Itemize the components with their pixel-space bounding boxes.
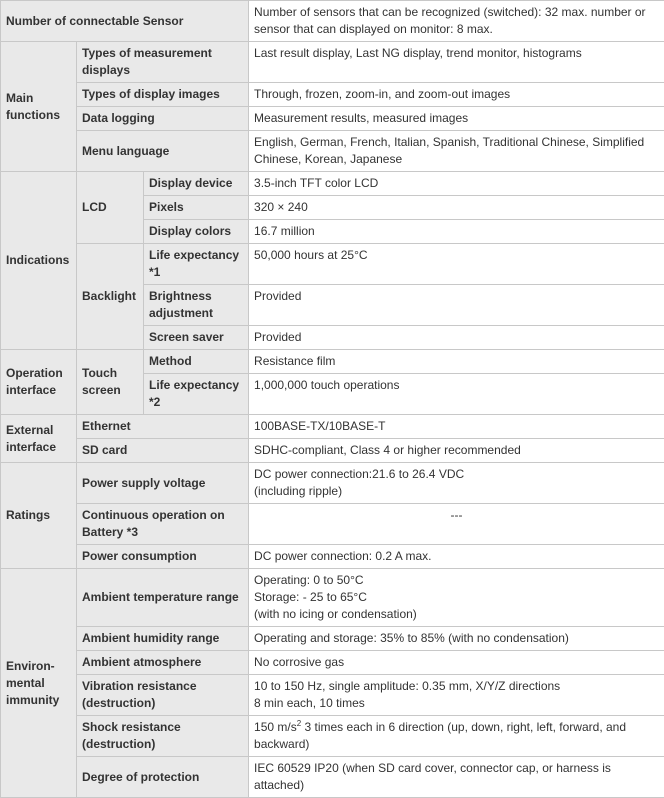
row-value-power-supply-voltage: DC power connection:21.6 to 26.4 VDC (including ripple) bbox=[249, 463, 664, 504]
row-value-continuous-battery: --- bbox=[249, 504, 664, 545]
row-value-menu-language: English, German, French, Italian, Spanish, Traditional Chinese, Simplified Chinese, Korean, Japanese bbox=[249, 131, 664, 172]
row-value-display-device: 3.5-inch TFT color LCD bbox=[249, 172, 664, 196]
row-value-pixels: 320 × 240 bbox=[249, 196, 664, 220]
row-label-menu-language: Menu language bbox=[77, 131, 249, 172]
group-label-external-interface: External interface bbox=[1, 415, 77, 463]
row-value-display-colors: 16.7 million bbox=[249, 220, 664, 244]
table-row bbox=[1, 1, 664, 42]
row-value-screen-saver: Provided bbox=[249, 326, 664, 350]
shock-value-superscript: 2 bbox=[297, 719, 301, 728]
table-row bbox=[1, 651, 664, 675]
table-row bbox=[1, 675, 664, 716]
table-row bbox=[1, 757, 664, 798]
row-label-touch-method: Method bbox=[144, 350, 249, 374]
row-label-pixels: Pixels bbox=[144, 196, 249, 220]
row-value-ambient-humidity: Operating and storage: 35% to 85% (with no condensation) bbox=[249, 627, 664, 651]
row-value-power-consumption: DC power connection: 0.2 A max. bbox=[249, 545, 664, 569]
row-label-screen-saver: Screen saver bbox=[144, 326, 249, 350]
row-value-ethernet: 100BASE-TX/10BASE-T bbox=[249, 415, 664, 439]
table-row bbox=[1, 439, 664, 463]
row-label-vibration-resistance: Vibration resistance (destruction) bbox=[77, 675, 249, 716]
table-row bbox=[1, 131, 664, 172]
row-label-display-device: Display device bbox=[144, 172, 249, 196]
group-label-ratings: Ratings bbox=[1, 463, 77, 569]
row-value-shock-resistance bbox=[249, 716, 664, 757]
table-row bbox=[1, 172, 664, 196]
table-row bbox=[1, 415, 664, 439]
row-label-ambient-humidity: Ambient humidity range bbox=[77, 627, 249, 651]
row-value-sd-card: SDHC-compliant, Class 4 or higher recommended bbox=[249, 439, 664, 463]
table-row bbox=[1, 545, 664, 569]
group-label-main-functions: Main functions bbox=[1, 42, 77, 172]
row-label-continuous-battery: Continuous operation on Battery *3 bbox=[77, 504, 249, 545]
row-value-ambient-temperature: Operating: 0 to 50°C Storage: - 25 to 65°C (with no icing or condensation) bbox=[249, 569, 664, 627]
group-label-indications: Indications bbox=[1, 172, 77, 350]
row-label-shock-resistance: Shock resistance (destruction) bbox=[77, 716, 249, 757]
row-label-ambient-atmosphere: Ambient atmosphere bbox=[77, 651, 249, 675]
row-value-ambient-atmosphere: No corrosive gas bbox=[249, 651, 664, 675]
table-row bbox=[1, 107, 664, 131]
table-row bbox=[1, 569, 664, 627]
shock-value-prefix: 150 m/s bbox=[254, 720, 297, 734]
table-row bbox=[1, 504, 664, 545]
row-value-connectable-sensor: Number of sensors that can be recognized (switched): 32 max. number or sensor that can displayed on monitor: 8 max. bbox=[249, 1, 664, 42]
subgroup-label-lcd: LCD bbox=[77, 172, 144, 244]
table-row bbox=[1, 42, 664, 83]
row-label-ethernet: Ethernet bbox=[77, 415, 249, 439]
row-label-power-supply-voltage: Power supply voltage bbox=[77, 463, 249, 504]
group-label-operation-interface: Operation interface bbox=[1, 350, 77, 415]
row-value-brightness-adjustment: Provided bbox=[249, 285, 664, 326]
row-label-backlight-life-expectancy: Life expectancy *1 bbox=[144, 244, 249, 285]
table-row bbox=[1, 83, 664, 107]
group-label-environmental-immunity: Environ- mental immunity bbox=[1, 569, 77, 798]
table-row bbox=[1, 244, 664, 285]
row-label-data-logging: Data logging bbox=[77, 107, 249, 131]
table-row bbox=[1, 350, 664, 374]
row-label-ambient-temperature: Ambient temperature range bbox=[77, 569, 249, 627]
table-row bbox=[1, 627, 664, 651]
table-row bbox=[1, 463, 664, 504]
row-label-power-consumption: Power consumption bbox=[77, 545, 249, 569]
row-label-connectable-sensor: Number of connectable Sensor bbox=[1, 1, 249, 42]
table-row bbox=[1, 716, 664, 757]
row-label-brightness-adjustment: Brightness adjustment bbox=[144, 285, 249, 326]
row-label-display-colors: Display colors bbox=[144, 220, 249, 244]
row-label-degree-of-protection: Degree of protection bbox=[77, 757, 249, 798]
row-label-measurement-displays: Types of measurement displays bbox=[77, 42, 249, 83]
row-value-measurement-displays: Last result display, Last NG display, trend monitor, histograms bbox=[249, 42, 664, 83]
row-value-touch-life-expectancy: 1,000,000 touch operations bbox=[249, 374, 664, 415]
row-label-sd-card: SD card bbox=[77, 439, 249, 463]
row-value-degree-of-protection: IEC 60529 IP20 (when SD card cover, connector cap, or harness is attached) bbox=[249, 757, 664, 798]
row-value-display-images: Through, frozen, zoom-in, and zoom-out images bbox=[249, 83, 664, 107]
row-label-display-images: Types of display images bbox=[77, 83, 249, 107]
shock-value-suffix: 3 times each in 6 direction (up, down, right, left, forward, and backward) bbox=[254, 720, 626, 751]
row-value-backlight-life-expectancy: 50,000 hours at 25°C bbox=[249, 244, 664, 285]
subgroup-label-touch-screen: Touch screen bbox=[77, 350, 144, 415]
row-value-data-logging: Measurement results, measured images bbox=[249, 107, 664, 131]
row-value-vibration-resistance: 10 to 150 Hz, single amplitude: 0.35 mm, X/Y/Z directions 8 min each, 10 times bbox=[249, 675, 664, 716]
row-label-touch-life-expectancy: Life expectancy *2 bbox=[144, 374, 249, 415]
row-value-touch-method: Resistance film bbox=[249, 350, 664, 374]
subgroup-label-backlight: Backlight bbox=[77, 244, 144, 350]
